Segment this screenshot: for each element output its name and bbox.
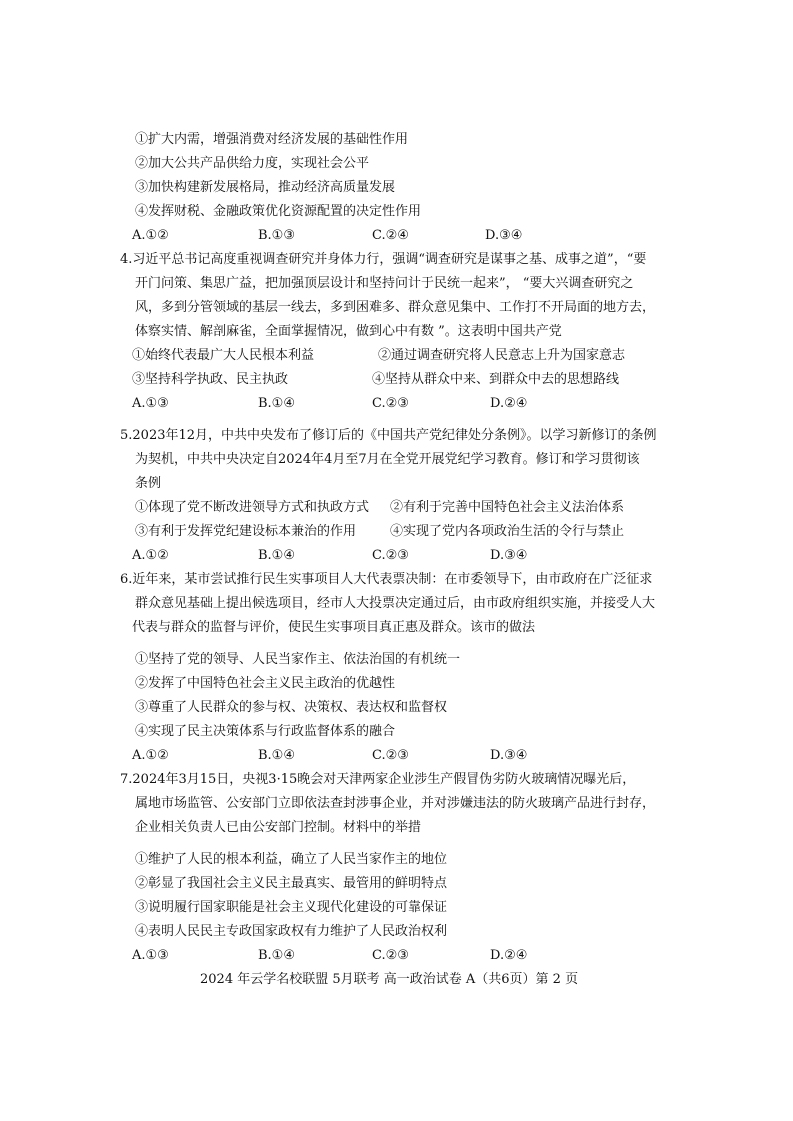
question-stem: 企业相关负责人已由公安部门控制。材料中的举措 bbox=[135, 820, 422, 835]
question-stem: 群众意见基础上提出候选项目，经市人大投票决定通过后，由市政府组织实施，并接受人大 bbox=[135, 596, 656, 611]
option-line: ②发挥了中国特色社会主义民主政治的优越性 bbox=[135, 676, 396, 691]
choice-d: D.③④ bbox=[485, 228, 523, 243]
choice-b: B.①④ bbox=[258, 396, 295, 411]
option-line: ④表明人民民主专政国家政权有力维护了人民政治权利 bbox=[135, 924, 448, 939]
choice-c: C.②③ bbox=[372, 948, 409, 963]
option-line: ④坚持从群众中来、到群众中去的思想路线 bbox=[372, 372, 620, 387]
choice-d: D.③④ bbox=[490, 748, 528, 763]
option-line: ②有利于完善中国特色社会主义法治体系 bbox=[390, 500, 625, 515]
choice-a: A.①② bbox=[132, 748, 169, 763]
option-line: ③坚持科学执政、民主执政 bbox=[132, 372, 289, 387]
option-line: ④发挥财税、金融政策优化资源配置的决定性作用 bbox=[135, 204, 422, 219]
choice-d: D.③④ bbox=[490, 548, 528, 563]
option-line: ①始终代表最广大人民根本利益 bbox=[132, 348, 315, 363]
question-stem: 为契机，中共中央决定自2024年4月至7月在全党开展党纪学习教育。修订和学习贯彻该 bbox=[135, 452, 640, 467]
question-stem: 代表与群众的监督与评价，使民生实事项目真正惠及群众。该市的做法 bbox=[132, 620, 536, 635]
choice-c: C.②④ bbox=[372, 228, 409, 243]
option-line: ②加大公共产品供给力度，实现社会公平 bbox=[135, 156, 370, 171]
question-stem: 7.2024年3月15日，央视3·15晚会对天津两家企业涉生产假冒伪劣防火玻璃情况曝光后， bbox=[120, 772, 636, 787]
option-line: ①扩大内需，增强消费对经济发展的基础性作用 bbox=[135, 132, 409, 147]
option-line: ①维护了人民的根本利益，确立了人民当家作主的地位 bbox=[135, 852, 448, 867]
choice-c: C.②③ bbox=[372, 748, 409, 763]
question-stem: 条例 bbox=[135, 476, 162, 491]
option-line: ②彰显了我国社会主义民主最真实、最管用的鲜明特点 bbox=[135, 876, 448, 891]
choice-c: C.②③ bbox=[372, 396, 409, 411]
question-stem: 风，多到分管领域的基层一线去，多到困难多、群众意见集中、工作打不开局面的地方去， bbox=[135, 300, 656, 315]
option-line: ①坚持了党的领导、人民当家作主、依法治国的有机统一 bbox=[135, 652, 461, 667]
choice-b: B.①④ bbox=[258, 548, 295, 563]
choice-a: A.①② bbox=[132, 548, 169, 563]
option-line: ②通过调查研究将人民意志上升为国家意志 bbox=[378, 348, 626, 363]
question-stem: 5.2023年12月，中共中央发布了修订后的《中国共产党纪律处分条例》。以学习新修订的条例 bbox=[120, 428, 657, 443]
question-stem: 体察实情、解剖麻雀，全面掌握情况，做到心中有数 ”。这表明中国共产党 bbox=[135, 324, 562, 339]
choice-b: B.①③ bbox=[258, 228, 295, 243]
option-line: ③尊重了人民群众的参与权、决策权、表达权和监督权 bbox=[135, 700, 448, 715]
question-stem: 6.近年来，某市尝试推行民生实事项目人大代表票决制：在市委领导下，由市政府在广泛征求 bbox=[120, 572, 653, 587]
option-line: ①体现了党不断改进领导方式和执政方式 bbox=[135, 500, 370, 515]
choice-a: A.①③ bbox=[132, 948, 169, 963]
choice-d: D.②④ bbox=[490, 948, 528, 963]
question-stem: 开门问策、集思广益，把加强顶层设计和坚持问计于民统一起来”， “要大兴调查研究之 bbox=[135, 276, 634, 291]
question-stem: 属地市场监管、公安部门立即依法查封涉事企业，并对涉嫌违法的防火玻璃产品进行封存， bbox=[135, 796, 656, 811]
choice-d: D.②④ bbox=[490, 396, 528, 411]
option-line: ④实现了民主决策体系与行政监督体系的融合 bbox=[135, 724, 396, 739]
choice-b: B.①④ bbox=[258, 948, 295, 963]
question-stem: 4.习近平总书记高度重视调查研究并身体力行，强调“调查研究是谋事之基、成事之道”，“要 bbox=[120, 252, 647, 267]
choice-b: B.①④ bbox=[258, 748, 295, 763]
choice-c: C.②③ bbox=[372, 548, 409, 563]
option-line: ④实现了党内各项政治生活的令行与禁止 bbox=[390, 524, 625, 539]
choice-a: A.①③ bbox=[132, 396, 169, 411]
option-line: ③加快构建新发展格局，推动经济高质量发展 bbox=[135, 180, 396, 195]
choice-a: A.①② bbox=[132, 228, 169, 243]
option-line: ③有利于发挥党纪建设标本兼治的作用 bbox=[135, 524, 357, 539]
page-footer: 2024 年云学名校联盟 5月联考 高一政治试卷 A（共6页）第 2 页 bbox=[200, 972, 579, 987]
option-line: ③说明履行国家职能是社会主义现代化建设的可靠保证 bbox=[135, 900, 448, 915]
